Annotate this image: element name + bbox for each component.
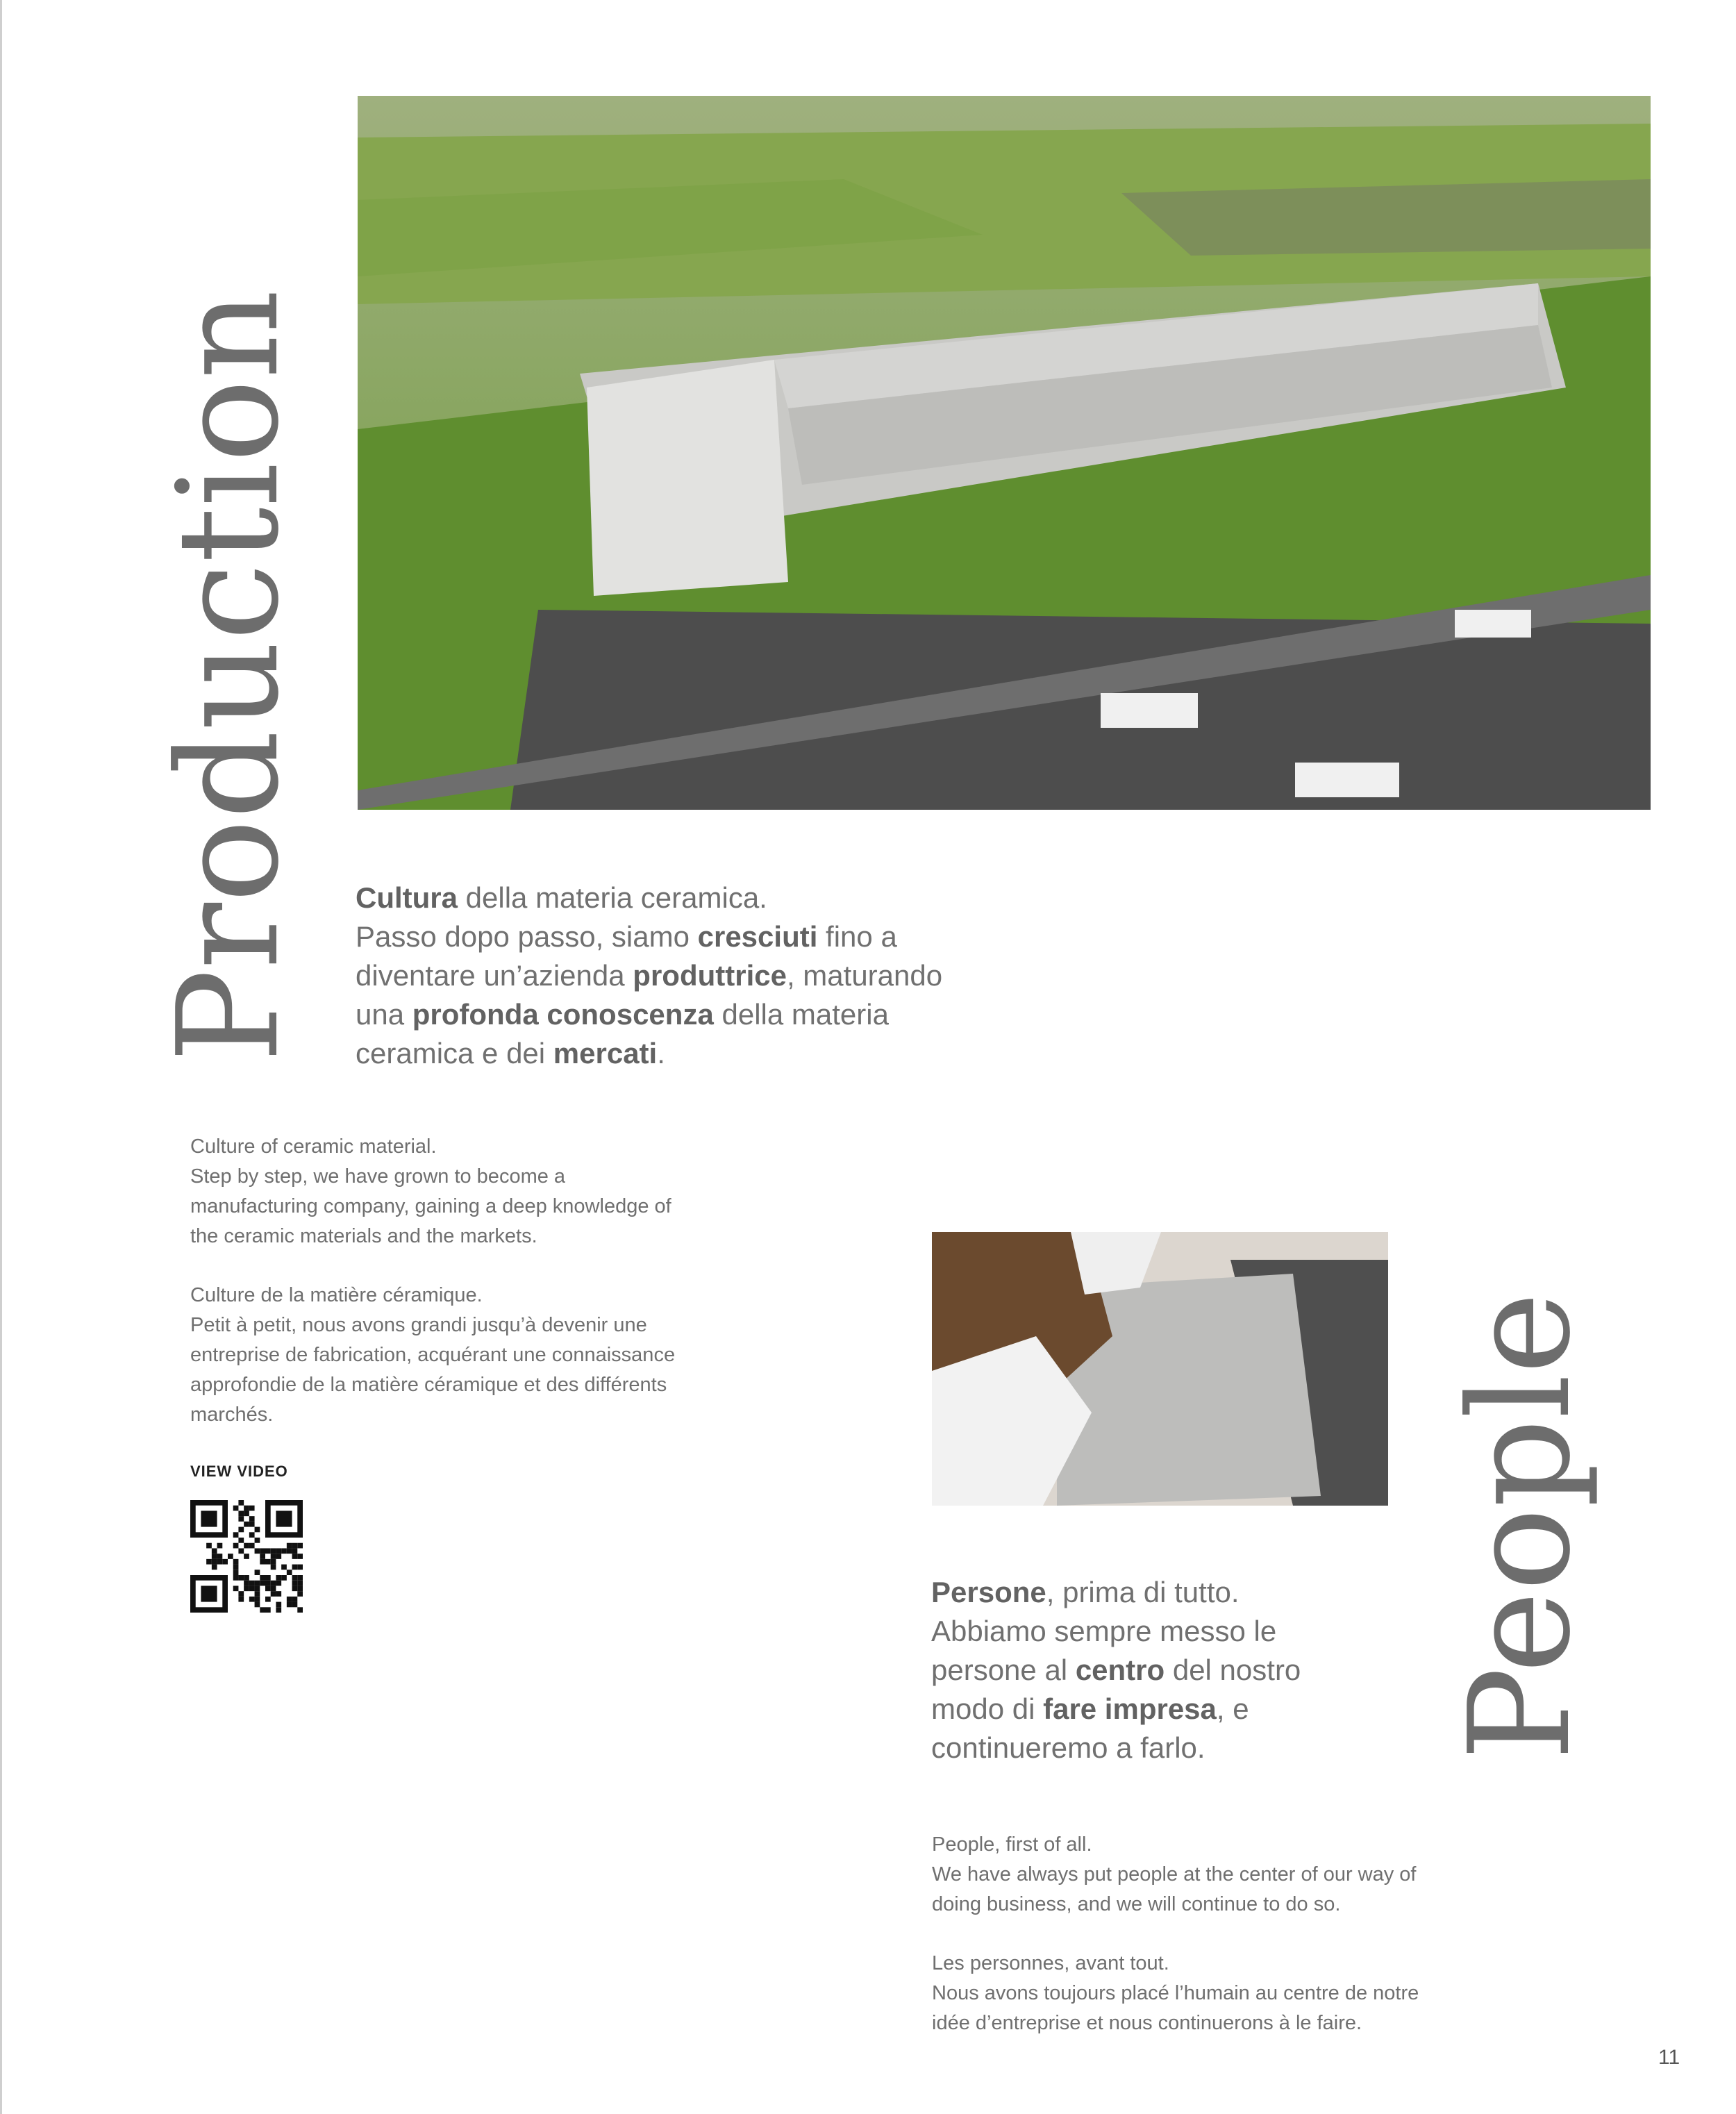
production-lead-bold-text: profonda conoscenza [412, 998, 714, 1031]
production-lead-line [356, 995, 1119, 1034]
production-lead-bold-text: Cultura [356, 881, 458, 914]
people-lead-text-segment: persone al [931, 1654, 1076, 1686]
production-lead-line [356, 956, 1119, 995]
people-lead-text-segment: Abbiamo sempre messo le [931, 1615, 1277, 1647]
production-lead-text-segment: diventare un’azienda [356, 959, 633, 992]
production-lead-bold-text: cresciuti [697, 920, 818, 953]
production-french-line: entreprise de fabrication, acquérant une connaissance [190, 1344, 676, 1366]
production-english-line: Step by step, we have grown to become a [190, 1165, 566, 1188]
people-lead-bold-text: fare impresa [1043, 1692, 1217, 1725]
people-lead-bold-text: Persone [931, 1576, 1046, 1608]
production-lead-line [356, 879, 1119, 917]
production-lead-bold-text: mercati [553, 1037, 658, 1070]
people-lead-line [931, 1651, 1417, 1690]
people-french-line: idée d’entreprise et nous continuerons à le faire. [932, 2012, 1362, 2034]
factory-aerial-photo [358, 96, 1651, 810]
production-lead-text-segment: fino a [817, 920, 897, 953]
production-french-line: approfondie de la matière céramique et des différents [190, 1374, 667, 1396]
people-french-line: Nous avons toujours placé l’humain au centre de notre [932, 1982, 1419, 2004]
people-lead-line [931, 1729, 1417, 1767]
people-lead-line [931, 1573, 1417, 1612]
production-french-line: Petit à petit, nous avons grandi jusqu’à devenir une [190, 1314, 647, 1336]
production-english-line: Culture of ceramic material. [190, 1135, 437, 1158]
people-french-text [932, 1949, 1571, 2038]
production-lead-text-segment: della materia ceramica. [458, 881, 767, 914]
production-french-line: Culture de la matière céramique. [190, 1284, 483, 1306]
people-title: People [1439, 1292, 1601, 1761]
production-english-line: the ceramic materials and the markets. [190, 1225, 537, 1247]
production-french-line: marchés. [190, 1404, 274, 1426]
production-lead-line [356, 1034, 1119, 1073]
qr-code-icon[interactable] [190, 1500, 303, 1613]
view-video-label[interactable]: VIEW VIDEO [190, 1463, 288, 1480]
people-lead-text-segment: , e [1216, 1692, 1249, 1725]
people-english-line: People, first of all. [932, 1833, 1092, 1856]
people-lead-bold-text: centro [1075, 1654, 1165, 1686]
people-french-line: Les personnes, avant tout. [932, 1952, 1169, 1974]
people-lead-line [931, 1612, 1417, 1651]
production-lead-line [356, 917, 1119, 956]
people-lead-text-segment: , prima di tutto. [1046, 1576, 1240, 1608]
people-english-line: doing business, and we will continue to do so. [932, 1893, 1341, 1915]
production-lead-text-segment: una [356, 998, 412, 1031]
page-number: 11 [1658, 2046, 1680, 2069]
production-lead-text-segment: Passo dopo passo, siamo [356, 920, 698, 953]
people-lead-text-segment: modo di [931, 1692, 1044, 1725]
people-english-text [932, 1830, 1571, 1920]
people-lead-text [931, 1573, 1417, 1767]
people-body-text [932, 1830, 1571, 2067]
page-edge-line [0, 0, 2, 2114]
production-lead-text [356, 879, 1119, 1073]
production-lead-text-segment: . [657, 1037, 665, 1070]
production-french-text [190, 1281, 815, 1430]
people-english-line: We have always put people at the center of our way of [932, 1863, 1417, 1886]
people-lead-text-segment: del nostro [1165, 1654, 1301, 1686]
production-lead-bold-text: produttrice [633, 959, 787, 992]
people-lead-text-segment: continueremo a farlo. [931, 1731, 1205, 1764]
production-title: Production [148, 290, 310, 1063]
production-lead-text-segment: della materia [713, 998, 889, 1031]
production-lead-text-segment: ceramica e dei [356, 1037, 553, 1070]
production-lead-text-segment: , maturando [786, 959, 943, 992]
production-english-text [190, 1132, 815, 1251]
people-lead-line [931, 1690, 1417, 1729]
people-photo [932, 1232, 1388, 1506]
production-body-text [190, 1132, 815, 1459]
production-english-line: manufacturing company, gaining a deep knowledge of [190, 1195, 671, 1217]
